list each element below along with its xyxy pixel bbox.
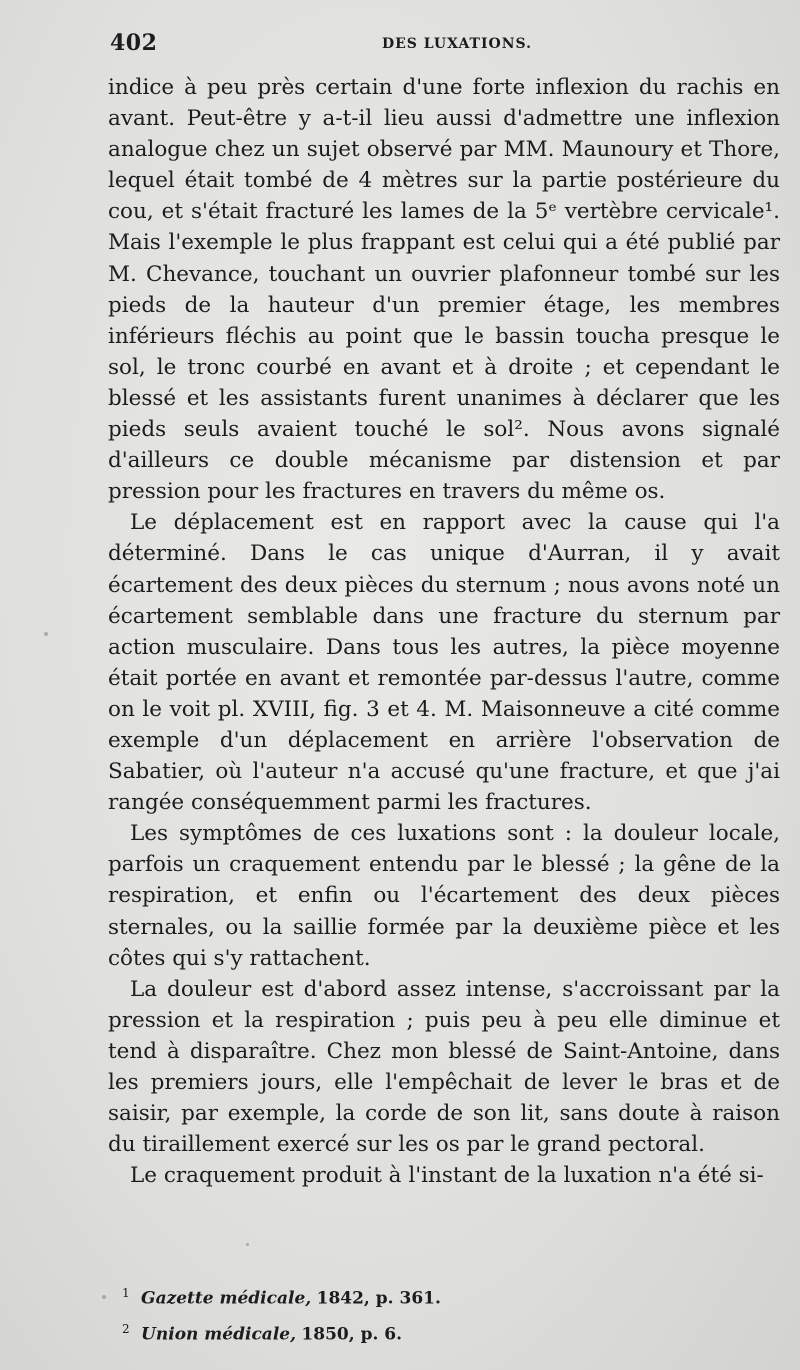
paragraph: La douleur est d'abord assez intense, s'accroissant par la pression et la respiration ; puis peu à peu elle diminue et tend à disparaître. Chez mon blessé de Saint-Antoine, dans les premiers jours, elle l'empêchait de lever le bras et de saisir, par exemple, la corde de son lit, sans doute à raison du tiraillement exercé sur les os par le grand pectoral. <box>108 976 780 1158</box>
paragraph: Le craquement produit à l'instant de la luxation n'a été si- <box>130 1163 764 1189</box>
footnote <box>122 1278 762 1314</box>
footnote-reference: 1842, p. 361. <box>316 1288 441 1309</box>
paragraph: Les symptômes de ces luxations sont : la douleur locale, parfois un craquement entendu par le blessé ; la gêne de la respiration, et enfin ou l'écartement des deux pièces sternales, ou la saillie formée par la deuxième pièce et les côtes qui s'y rattachent. <box>108 821 780 971</box>
footnote-mark: 2 <box>122 1321 130 1336</box>
page-number: 402 <box>110 30 158 56</box>
footnotes <box>122 1278 762 1349</box>
running-head: DES LUXATIONS. <box>382 36 532 52</box>
paper-speck <box>44 632 48 636</box>
footnote-reference: 1850, p. 6. <box>301 1324 403 1345</box>
paragraph: Le déplacement est en rapport avec la cause qui l'a déterminé. Dans le cas unique d'Aurran, il y avait écartement des deux pièces du sternum ; nous avons noté un écartement semblable dans une fracture du sternum par action musculaire. Dans tous les autres, la pièce moyenne était portée en avant et remontée par-dessus l'autre, comme on le voit pl. XVIII, fig. 3 et 4. M. Maisonneuve a cité comme exemple d'un déplacement en arrière l'observation de Sabatier, où l'auteur n'a accusé qu'une fracture, et que j'ai rangée conséquemment parmi les fractures. <box>108 510 780 816</box>
footnote-mark: 1 <box>122 1286 130 1300</box>
paper-speck <box>246 1243 249 1246</box>
body-text <box>108 72 780 1191</box>
footnote <box>122 1314 762 1350</box>
footnote-journal: Gazette médicale, <box>141 1288 312 1309</box>
footnote-journal: Union médicale, <box>141 1324 297 1345</box>
paragraph: indice à peu près certain d'une forte inflexion du rachis en avant. Peut-être y a-t-il lieu aussi d'admettre une inflexion analogue chez un sujet observé par MM. Maunoury et Thore, lequel était tombé de 4 mètres sur la partie postérieure du cou, et s'était fracturé les lames de la 5ᵉ vertèbre cervicale¹. Mais l'exemple le plus frappant est celui qui a été publié par M. Chevance, touchant un ouvrier plafonneur tombé sur les pieds de la hauteur d'un premier étage, les membres inférieurs fléchis au point que le bassin toucha presque le sol, le tronc courbé en avant et à droite ; et cependant le blessé et les assistants furent unanimes à déclarer que les pieds seuls avaient touché le sol². Nous avons signalé d'ailleurs ce double mécanisme par distension et par pression pour les fractures en travers du même os. <box>108 75 780 505</box>
paper-speck <box>102 1295 106 1299</box>
page-header <box>110 30 780 60</box>
